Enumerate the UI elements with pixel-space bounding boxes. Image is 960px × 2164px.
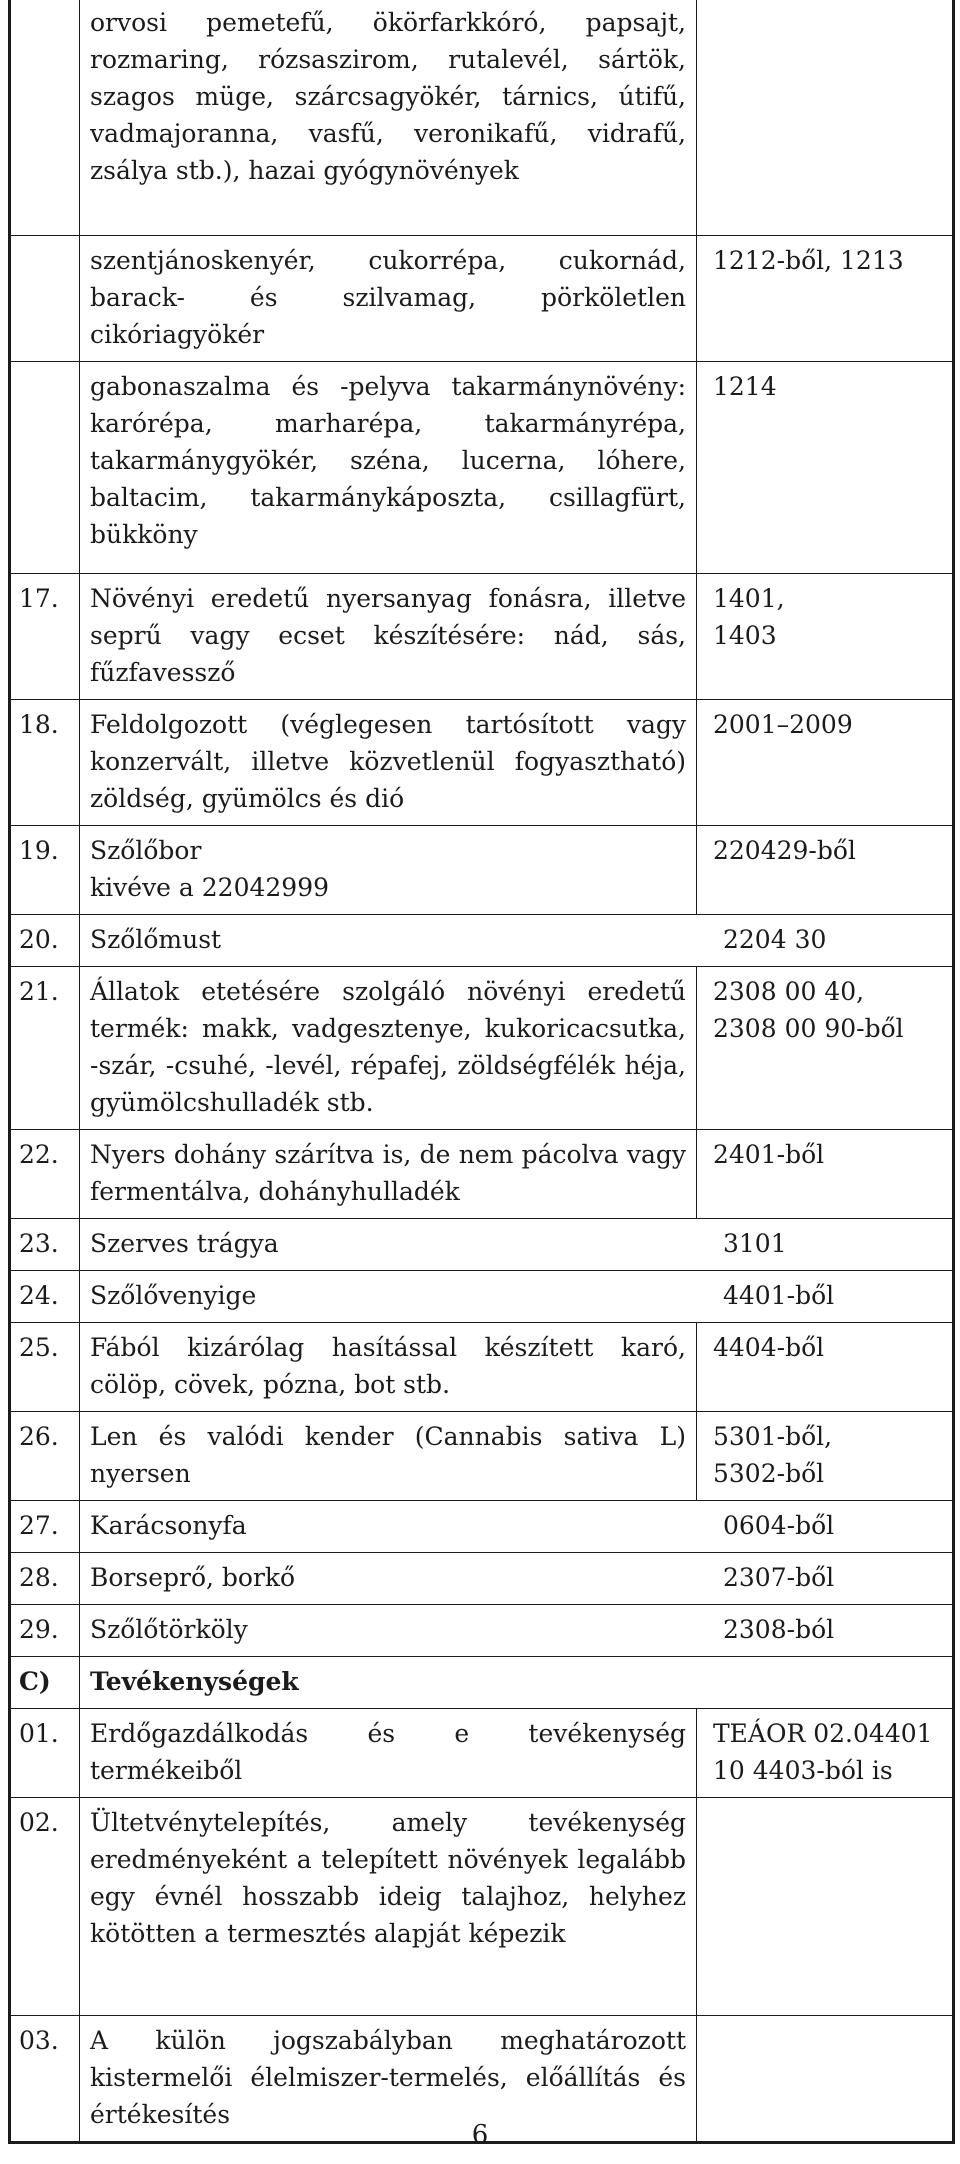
table-row <box>10 914 954 966</box>
section-number: C) <box>10 1656 80 1708</box>
row-code: 220429-ből <box>697 825 954 914</box>
row-code: 4404-ből <box>697 1322 954 1411</box>
row-number: 18. <box>10 699 80 825</box>
product-code-table <box>8 0 955 2144</box>
page-number: 6 <box>471 2120 489 2150</box>
section-row <box>10 1656 954 1708</box>
row-description-text: Karácsonyfa <box>90 1510 247 1540</box>
row-code: 2308-ból <box>723 1614 835 1644</box>
row-description: Állatok etetésére szolgáló növényi eredetű termék: makk, vadgesztenye, kukoricacsutka, -szár, -csuhé, -levél, répafej, zöldségfélék héja, gyümölcshulladék stb. <box>80 966 697 1129</box>
table-row <box>10 1411 954 1500</box>
row-number: 28. <box>10 1552 80 1604</box>
row-description <box>80 1604 954 1656</box>
row-description: A külön jogszabályban meghatározott kistermelői élelmiszer-termelés, előállítás és értékesítés <box>80 2015 697 2142</box>
table-row <box>10 361 954 573</box>
table-row <box>10 573 954 699</box>
row-description <box>80 1270 954 1322</box>
row-description-text: Szőlővenyige <box>90 1280 257 1310</box>
row-code: 1214 <box>697 361 954 573</box>
row-code <box>697 573 954 699</box>
row-code-line: TEÁOR 02.04401 <box>713 1718 933 1748</box>
table-row <box>10 0 954 235</box>
table-row <box>10 1708 954 1797</box>
row-description <box>80 825 697 914</box>
row-number: 22. <box>10 1129 80 1218</box>
table-row <box>10 1129 954 1218</box>
row-number: 26. <box>10 1411 80 1500</box>
row-description <box>80 914 954 966</box>
row-description <box>80 1500 954 1552</box>
row-description: Növényi eredetű nyersanyag fonásra, illetve seprű vagy ecset készítésére: nád, sás, fűzfavessző <box>80 573 697 699</box>
row-code-line: 2308 00 90-ből <box>713 1013 904 1043</box>
section-title: Tevékenységek <box>80 1656 954 1708</box>
row-description <box>80 1218 954 1270</box>
row-code <box>697 1797 954 2015</box>
row-code <box>697 1708 954 1797</box>
row-number: 27. <box>10 1500 80 1552</box>
row-number: 21. <box>10 966 80 1129</box>
row-description: Feldolgozott (véglegesen tartósított vagy konzervált, illetve közvetlenül fogyasztható) zöldség, gyümölcs és dió <box>80 699 697 825</box>
row-code <box>697 966 954 1129</box>
row-description-line: Szőlőbor <box>90 835 202 865</box>
row-code <box>697 1411 954 1500</box>
row-code <box>697 0 954 235</box>
row-code: 2307-ből <box>723 1562 835 1592</box>
row-number <box>10 361 80 573</box>
table-row <box>10 1797 954 2015</box>
row-number: 01. <box>10 1708 80 1797</box>
row-description: Fából kizárólag hasítással készített karó, cölöp, cövek, pózna, bot stb. <box>80 1322 697 1411</box>
row-code: 3101 <box>723 1228 787 1258</box>
row-code-line: 1403 <box>713 620 777 650</box>
row-description: gabonaszalma és -pelyva takarmánynövény: karórépa, marharépa, takarmányrépa, takarmánygyökér, széna, lucerna, lóhere, baltacim, takarmánykáposzta, csillagfürt, bükköny <box>80 361 697 573</box>
table-row <box>10 1270 954 1322</box>
row-description-text: Borseprő, borkő <box>90 1562 296 1592</box>
row-number: 03. <box>10 2015 80 2142</box>
row-description-text: Szerves trágya <box>90 1228 279 1258</box>
row-description: Len és valódi kender (Cannabis sativa L) nyersen <box>80 1411 697 1500</box>
row-description-line: kivéve a 22042999 <box>90 872 330 902</box>
row-number: 24. <box>10 1270 80 1322</box>
row-code: 2401-ből <box>697 1129 954 1218</box>
table-row <box>10 235 954 361</box>
row-description: Erdőgazdálkodás és e tevékenység termékeiből <box>80 1708 697 1797</box>
table-row <box>10 1322 954 1411</box>
row-number: 19. <box>10 825 80 914</box>
row-code: 4401-ből <box>723 1280 835 1310</box>
row-number: 02. <box>10 1797 80 2015</box>
table-row <box>10 825 954 914</box>
row-number: 17. <box>10 573 80 699</box>
row-description: Nyers dohány szárítva is, de nem pácolva vagy fermentálva, dohányhulladék <box>80 1129 697 1218</box>
table-row <box>10 1604 954 1656</box>
row-code-line: 10 4403-ból is <box>713 1755 893 1785</box>
row-description <box>80 1552 954 1604</box>
row-code-line: 5301-ből, <box>713 1421 833 1451</box>
row-number: 20. <box>10 914 80 966</box>
row-description: szentjánoskenyér, cukorrépa, cukornád, barack- és szilvamag, pörköletlen cikóriagyökér <box>80 235 697 361</box>
row-description-text: Szőlőmust <box>90 924 222 954</box>
row-number <box>10 0 80 235</box>
row-code: 2001–2009 <box>697 699 954 825</box>
row-description-text: Szőlőtörköly <box>90 1614 248 1644</box>
row-code-line: 1401, <box>713 583 785 613</box>
row-description: Ültetvénytelepítés, amely tevékenység eredményeként a telepített növények legalább egy évnél hosszabb ideig talajhoz, helyhez kötötten a termesztés alapját képezik <box>80 1797 697 2015</box>
table-row <box>10 1552 954 1604</box>
row-number: 25. <box>10 1322 80 1411</box>
table-row <box>10 699 954 825</box>
row-code: 0604-ből <box>723 1510 835 1540</box>
table-row <box>10 1218 954 1270</box>
row-code-line: 2308 00 40, <box>713 976 865 1006</box>
row-description: orvosi pemetefű, ökörfarkkóró, papsajt, rozmaring, rózsaszirom, rutalevél, sártök, szagos müge, szárcsagyökér, tárnics, útifű, vadmajoranna, vasfű, veronikafű, vidrafű, zsálya stb.), hazai gyógynövények <box>80 0 697 235</box>
table-row <box>10 966 954 1129</box>
table-row <box>10 1500 954 1552</box>
row-number: 23. <box>10 1218 80 1270</box>
row-code-line: 5302-ből <box>713 1458 825 1488</box>
row-number <box>10 235 80 361</box>
row-code: 2204 30 <box>723 924 827 954</box>
row-number: 29. <box>10 1604 80 1656</box>
row-code: 1212-ből, 1213 <box>697 235 954 361</box>
